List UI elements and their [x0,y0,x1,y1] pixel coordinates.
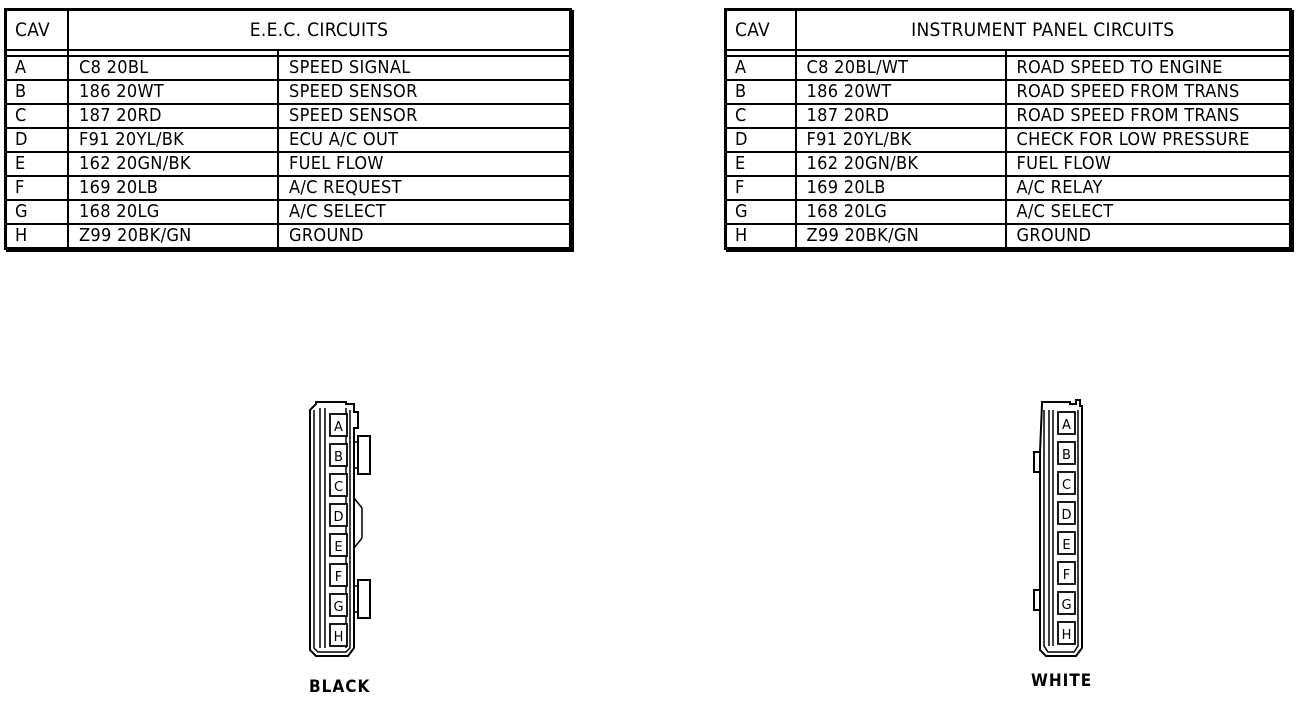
eec-function: SPEED SIGNAL [278,56,571,80]
eec-function: SPEED SENSOR [278,80,571,104]
eec-cav: E [6,152,69,176]
eec-circuit: 186 20WT [68,80,278,104]
eec-function: SPEED SENSOR [278,104,571,128]
ip-header-cav: CAV [726,10,796,51]
table-row [726,224,1291,249]
white-connector-diagram [1024,396,1114,666]
pin-label: H [333,630,344,645]
pin-label: B [334,450,343,465]
pin-label: B [1062,448,1071,463]
table-row [6,56,571,80]
pin-label: F [1062,568,1071,583]
ip-cav: F [726,176,796,200]
eec-circuit: 169 20LB [68,176,278,200]
ip-function: FUEL FLOW [1006,152,1291,176]
pin-label: C [1061,478,1072,493]
pin-label: E [334,540,343,555]
ip-cav: B [726,80,796,104]
ip-cav: C [726,104,796,128]
pin-label: C [333,480,344,495]
pin-label: H [1061,628,1072,643]
table-row [6,128,571,152]
ip-function: CHECK FOR LOW PRESSURE [1006,128,1291,152]
ip-circuit: 168 20LG [796,200,1006,224]
white-connector-label: WHITE [1031,671,1093,691]
table-row [6,200,571,224]
ip-cav: G [726,200,796,224]
connector-body-outline [1034,400,1082,656]
table-row [726,152,1291,176]
ip-function: A/C RELAY [1006,176,1291,200]
eec-cav: A [6,56,69,80]
pin-label: A [1062,418,1071,433]
ip-function: ROAD SPEED FROM TRANS [1006,104,1291,128]
eec-function: FUEL FLOW [278,152,571,176]
eec-circuit: 162 20GN/BK [68,152,278,176]
table-row [726,200,1291,224]
pin-label: G [333,600,344,615]
table-row [726,56,1291,80]
latch-tab [358,436,370,474]
table-row [726,80,1291,104]
latch-tab [1034,452,1040,472]
pin-label: A [334,420,343,435]
pin-label: D [333,510,344,525]
latch-tab [1034,590,1040,610]
connector-body-outline [310,402,358,656]
table-row [6,104,571,128]
eec-cav: D [6,128,69,152]
ip-cav: E [726,152,796,176]
eec-function: A/C SELECT [278,200,571,224]
black-connector-diagram [296,398,386,668]
eec-cav: B [6,80,69,104]
eec-table-title: E.E.C. CIRCUITS [68,10,571,51]
eec-header-cav: CAV [6,10,69,51]
eec-circuits-table [4,8,572,250]
pin-label: D [1061,508,1072,523]
ip-cav: D [726,128,796,152]
instrument-panel-circuits-table [724,8,1292,250]
table-row [726,176,1291,200]
eec-circuit: C8 20BL [68,56,278,80]
table-row [6,176,571,200]
table-row [6,152,571,176]
ip-cav: A [726,56,796,80]
eec-circuit: 187 20RD [68,104,278,128]
table-row [6,80,571,104]
ip-circuit: Z99 20BK/GN [796,224,1006,249]
table-row [726,128,1291,152]
black-connector-label: BLACK [309,677,371,697]
eec-cav: F [6,176,69,200]
ip-circuit: 169 20LB [796,176,1006,200]
ip-table-title: INSTRUMENT PANEL CIRCUITS [796,10,1291,51]
pin-label: F [334,570,343,585]
eec-cav: C [6,104,69,128]
ip-cav: H [726,224,796,249]
ip-function: ROAD SPEED TO ENGINE [1006,56,1291,80]
eec-circuit: F91 20YL/BK [68,128,278,152]
ip-circuit: 187 20RD [796,104,1006,128]
table-row [726,104,1291,128]
ip-function: A/C SELECT [1006,200,1291,224]
latch-tab [358,580,370,618]
eec-function: GROUND [278,224,571,249]
eec-cav: G [6,200,69,224]
pin-label: G [1061,598,1072,613]
eec-circuit: Z99 20BK/GN [68,224,278,249]
eec-function: A/C REQUEST [278,176,571,200]
ip-circuit: 162 20GN/BK [796,152,1006,176]
eec-function: ECU A/C OUT [278,128,571,152]
eec-cav: H [6,224,69,249]
pin-label: E [1062,538,1071,553]
table-row [6,224,571,249]
ip-circuit: C8 20BL/WT [796,56,1006,80]
ip-function: ROAD SPEED FROM TRANS [1006,80,1291,104]
ip-circuit: F91 20YL/BK [796,128,1006,152]
eec-circuit: 168 20LG [68,200,278,224]
ip-function: GROUND [1006,224,1291,249]
ip-circuit: 186 20WT [796,80,1006,104]
